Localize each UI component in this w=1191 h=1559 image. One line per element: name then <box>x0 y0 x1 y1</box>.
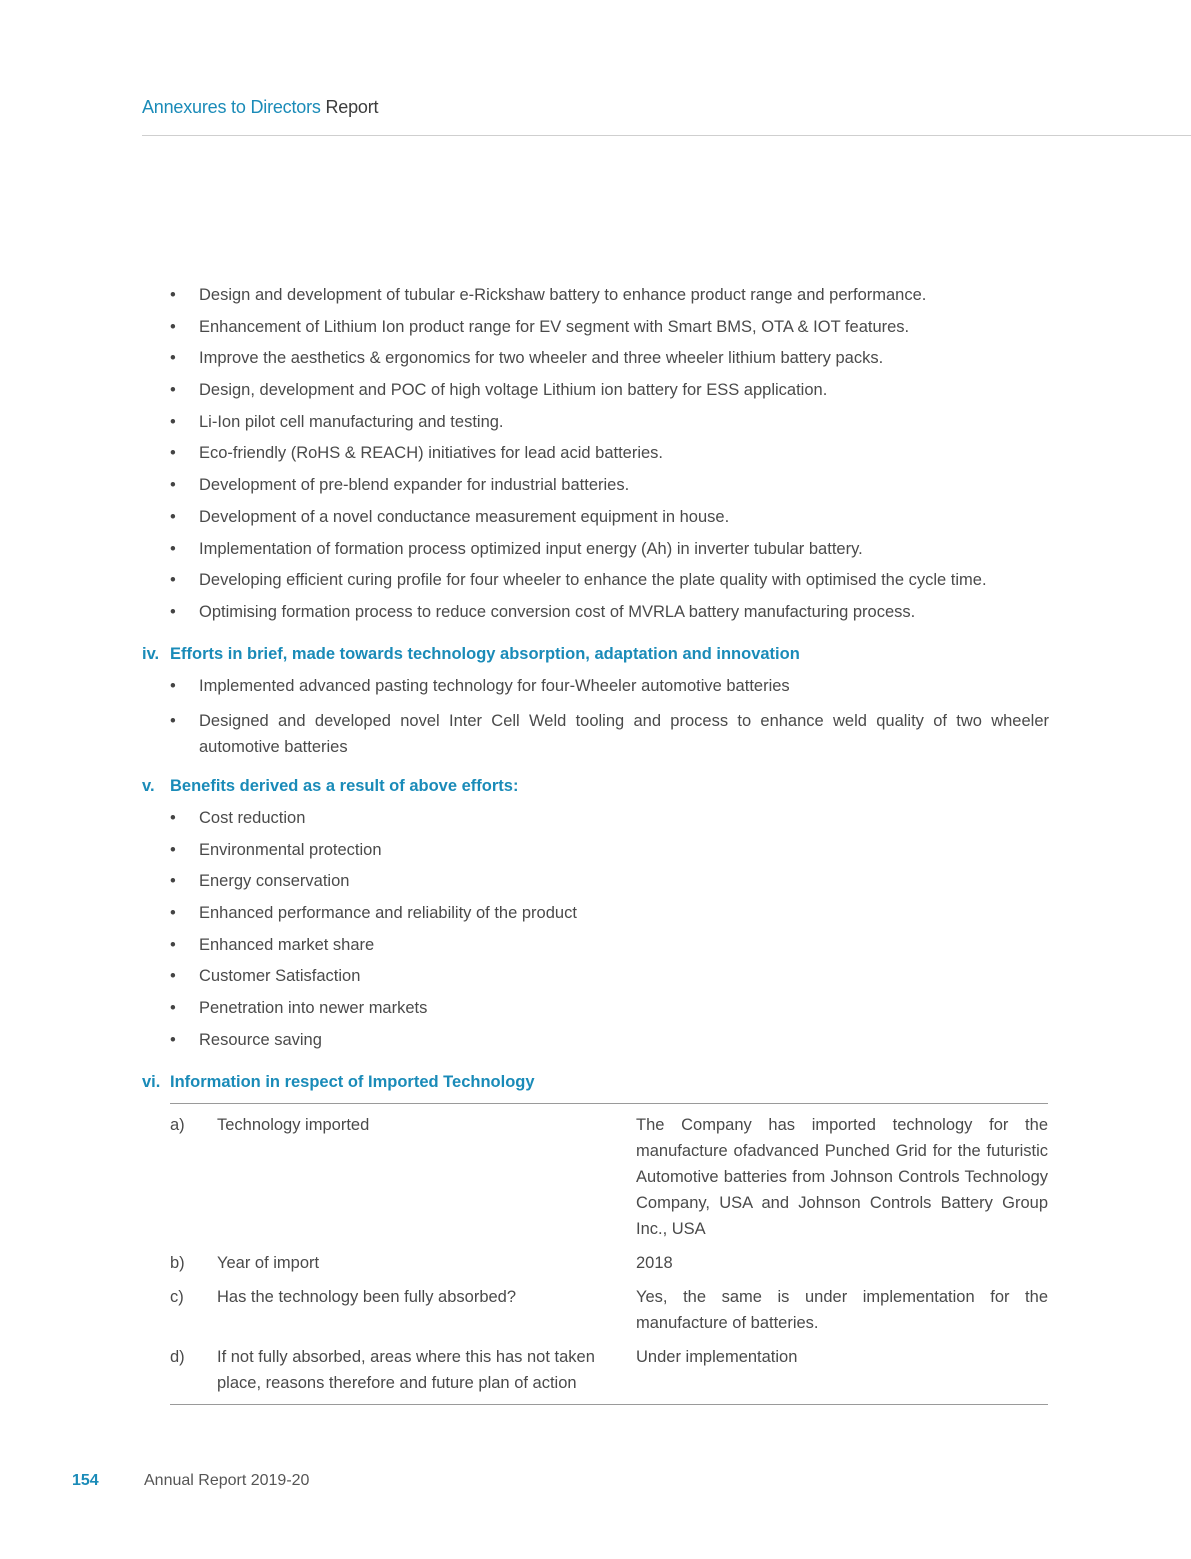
row-answer: 2018 <box>636 1254 673 1272</box>
table-row <box>170 1250 1048 1276</box>
list-item: • Development of pre-blend expander for industrial batteries. <box>170 475 1050 495</box>
row-letter: d) <box>170 1348 185 1366</box>
row-letter: a) <box>170 1116 185 1134</box>
list-item: • Eco-friendly (RoHS & REACH) initiatives for lead acid batteries. <box>170 443 1050 463</box>
list-item: • Resource saving <box>170 1030 670 1050</box>
list-item: • Cost reduction <box>170 808 670 828</box>
section-iv-list <box>170 676 1049 772</box>
section-number: vi. <box>142 1073 161 1091</box>
section-vi-heading <box>142 1073 535 1092</box>
list-item: • Enhanced performance and reliability of the product <box>170 903 670 923</box>
list-item: • Enhanced market share <box>170 935 670 955</box>
section-number: iv. <box>142 645 160 663</box>
section-iv-heading <box>142 645 800 664</box>
list-item: • Development of a novel conductance measurement equipment in house. <box>170 507 1050 527</box>
section-title: Benefits derived as a result of above efforts: <box>170 777 519 795</box>
list-item: • Customer Satisfaction <box>170 966 670 986</box>
section-v-heading <box>142 777 518 796</box>
rd-activities-list <box>170 285 1050 634</box>
section-v-list <box>170 808 670 1062</box>
list-item: • Design, development and POC of high voltage Lithium ion battery for ESS application. <box>170 380 1050 400</box>
table-row <box>170 1284 1048 1336</box>
row-answer: The Company has imported technology for the manufacture ofadvanced Punched Grid for the futuristic Automotive batteries from Johnson Controls Technology Company, USA and Johnson Controls Battery Group Inc., USA <box>636 1116 1048 1238</box>
list-item: • Li-Ion pilot cell manufacturing and testing. <box>170 412 1050 432</box>
list-item: • Penetration into newer markets <box>170 998 670 1018</box>
section-title: Efforts in brief, made towards technology absorption, adaptation and innovation <box>170 645 800 663</box>
row-answer: Under implementation <box>636 1348 798 1366</box>
row-letter: b) <box>170 1254 185 1272</box>
report-name: Annual Report 2019-20 <box>144 1472 310 1489</box>
row-question: Technology imported <box>217 1116 370 1134</box>
section-title: Information in respect of Imported Technology <box>170 1073 535 1091</box>
list-item: • Implementation of formation process optimized input energy (Ah) in inverter tubular battery. <box>170 539 1050 559</box>
list-item: • Implemented advanced pasting technology for four-Wheeler automotive batteries <box>170 673 1049 699</box>
header-title-accent: Annexures to Directors <box>142 97 321 117</box>
row-answer: Yes, the same is under implementation for the manufacture of batteries. <box>636 1288 1048 1332</box>
header-divider <box>142 135 1191 136</box>
list-item: • Developing efficient curing profile for four wheeler to enhance the plate quality with optimised the cycle time. <box>170 570 1050 590</box>
list-item: • Energy conservation <box>170 871 670 891</box>
list-item: • Optimising formation process to reduce conversion cost of MVRLA battery manufacturing process. <box>170 602 1050 622</box>
list-item: • Enhancement of Lithium Ion product range for EV segment with Smart BMS, OTA & IOT features. <box>170 317 1050 337</box>
table-row <box>170 1112 1048 1242</box>
row-question: Has the technology been fully absorbed? <box>217 1288 517 1306</box>
list-item: • Environmental protection <box>170 840 670 860</box>
section-number: v. <box>142 777 155 795</box>
table-row <box>170 1344 1048 1396</box>
header-title-rest: Report <box>325 97 379 117</box>
row-letter: c) <box>170 1288 184 1306</box>
list-item: • Designed and developed novel Inter Cell Weld tooling and process to enhance weld quality of two wheeler automotive batteries <box>170 708 1049 760</box>
imported-technology-table <box>170 1103 1048 1405</box>
list-item: • Design and development of tubular e-Rickshaw battery to enhance product range and performance. <box>170 285 1050 305</box>
row-question: If not fully absorbed, areas where this has not taken place, reasons therefore and future plan of action <box>217 1348 595 1392</box>
page-number: 154 <box>72 1472 99 1489</box>
row-question: Year of import <box>217 1254 320 1272</box>
list-item: • Improve the aesthetics & ergonomics for two wheeler and three wheeler lithium battery packs. <box>170 348 1050 368</box>
page-header <box>142 97 378 118</box>
